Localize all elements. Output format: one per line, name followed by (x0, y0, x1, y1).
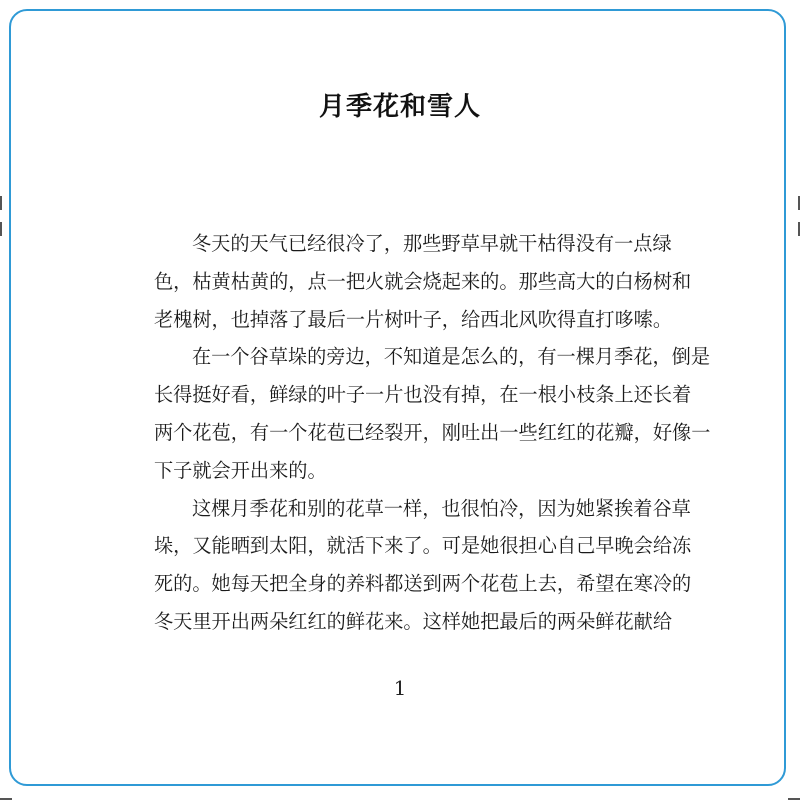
text-line: 在一个谷草垛的旁边，不知道是怎么的，有一棵月季花，倒是 (192, 345, 711, 369)
crop-mark-left-bottom (0, 222, 2, 236)
text-line: 死的。她每天把全身的养料都送到两个花苞上去，希望在寒冷的 (154, 572, 692, 596)
text-line: 冬天里开出两朵红红的鲜花来。这样她把最后的两朵鲜花献给 (154, 609, 673, 633)
paragraph (154, 338, 711, 489)
text-line: 下子就会开出来的。 (154, 458, 327, 482)
text-line: 垛，又能晒到太阳，就活下来了。可是她很担心自己早晚会给冻 (154, 534, 692, 558)
page-title: 月季花和雪人 (318, 92, 481, 122)
page-number: 1 (393, 676, 407, 700)
text-line: 冬天的天气已经很冷了，那些野草早就干枯得没有一点绿 (192, 232, 672, 255)
text-line: 老槐树，也掉落了最后一片树叶子，给西北风吹得直打哆嗦。 (154, 307, 673, 331)
text-line: 色，枯黄枯黄的，点一把火就会烧起来的。那些高大的白杨树和 (154, 269, 692, 293)
text-line: 两个花苞，有一个花苞已经裂开，刚吐出一些红红的花瓣，好像一 (154, 420, 711, 444)
text-line: 这棵月季花和别的花草一样，也很怕冷，因为她紧挨着谷草 (192, 496, 691, 520)
paragraph (154, 225, 692, 338)
paragraph (154, 490, 692, 641)
text-line: 长得挺好看，鲜绿的叶子一片也没有掉，在一根小枝条上还长着 (154, 383, 692, 407)
body-text (154, 225, 711, 641)
crop-mark-left-top (0, 196, 2, 210)
